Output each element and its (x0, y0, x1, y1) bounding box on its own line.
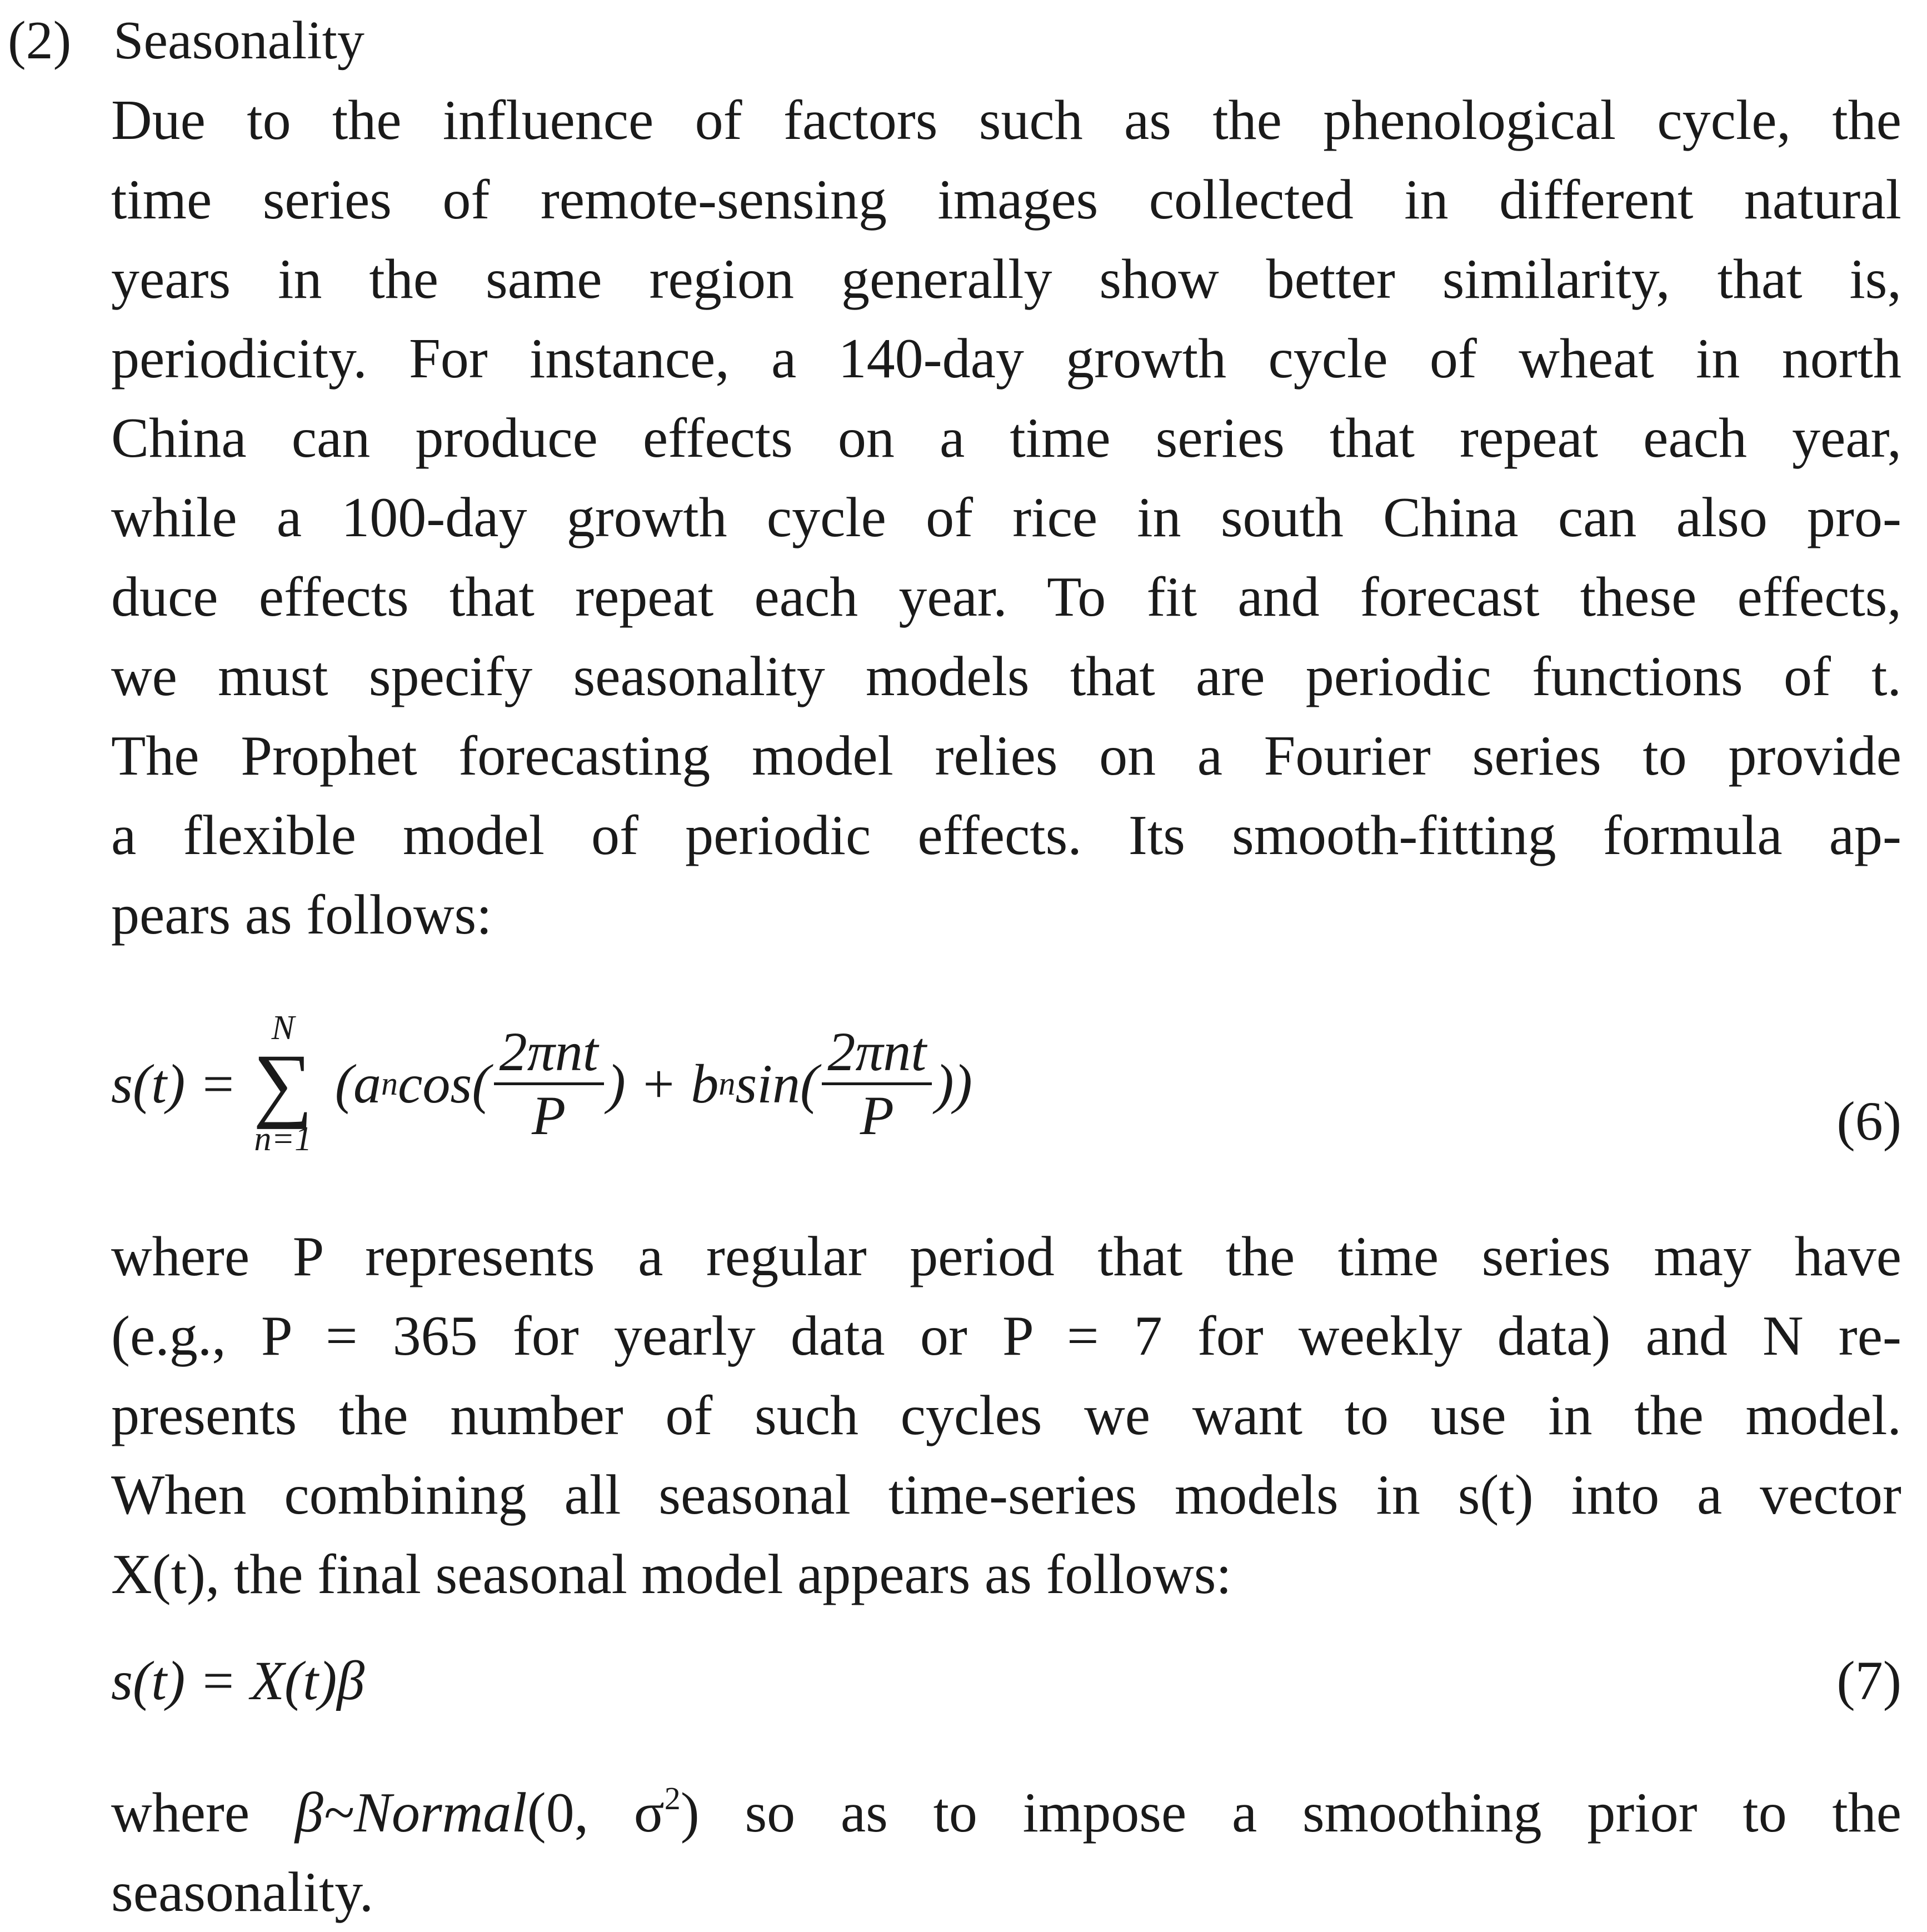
paragraph-prior (111, 1759, 1901, 1932)
text-line: duce effects that repeat each year. To fit and forecast these effects, (111, 566, 1901, 628)
fraction-numerator: 2πnt (822, 1021, 932, 1085)
text-line: we must specify seasonality models that are periodic functions of t. (111, 645, 1901, 708)
paragraph-period-explanation (111, 1217, 1901, 1614)
text-line: When combining all seasonal time-series models in s(t) into a vector (111, 1464, 1901, 1526)
eq7-expression: s(t) = X(t)β (111, 1650, 365, 1711)
text-line: where P represents a regular period that the time series may have (111, 1225, 1901, 1288)
paragraph-seasonality-intro (111, 81, 1901, 955)
text-line: The Prophet forecasting model relies on a Fourier series to provide (111, 725, 1901, 787)
text-line: years in the same region generally show better similarity, that is, (111, 248, 1901, 311)
eq6-open: (a (335, 1052, 382, 1115)
text-line: while a 100-day growth cycle of rice in south China can also pro- (111, 486, 1901, 549)
equation-7 (111, 1645, 1901, 1717)
eq6-mid: ) + b (607, 1052, 719, 1115)
fraction-sin (822, 1021, 932, 1146)
section-title: Seasonality (113, 11, 365, 71)
sigma-symbol: ∑ (253, 1037, 313, 1130)
text-fragment: where (111, 1781, 250, 1844)
summation (253, 1009, 313, 1159)
fraction-numerator: 2πnt (494, 1021, 604, 1085)
text-line: pears as follows: (111, 883, 492, 946)
text-line: periodicity. For instance, a 140-day growth cycle of wheat in north (111, 327, 1901, 390)
text-line: X(t), the final seasonal model appears as follows: (111, 1543, 1232, 1606)
normal-args-close: ) (680, 1781, 700, 1844)
text-line: Due to the influence of factors such as the phenological cycle, the (111, 89, 1901, 152)
text-line: a flexible model of periodic effects. Its smooth-fitting formula ap- (111, 804, 1901, 867)
sum-upper-limit: N (271, 1009, 294, 1047)
eq6-close: )) (935, 1052, 972, 1115)
text-line (111, 1759, 1901, 1853)
a-subscript: n (381, 1065, 398, 1102)
equation-number: (7) (1836, 1650, 1901, 1711)
fraction-denominator: P (860, 1084, 894, 1146)
text-fragment: so as to impose a smoothing prior to the (745, 1781, 1902, 1844)
section-number: (2) (8, 11, 72, 71)
eq6-cos: cos( (398, 1052, 491, 1115)
text-line: (e.g., P = 365 for yearly data or P = 7 for weekly data) and N re- (111, 1305, 1901, 1367)
equation-6 (111, 984, 1901, 1184)
beta-normal: β~Normal (294, 1781, 527, 1844)
eq6-sin: sin( (735, 1052, 819, 1115)
equation-number: (6) (1836, 1090, 1901, 1152)
text-line: China can produce effects on a time series that repeat each year, (111, 407, 1901, 470)
b-subscript: n (718, 1065, 736, 1102)
text-line: presents the number of such cycles we want to use in the model. (111, 1384, 1901, 1447)
fraction-denominator: P (532, 1084, 566, 1146)
section-heading (8, 4, 365, 77)
text-line: seasonality. (111, 1861, 374, 1924)
fraction-cos (494, 1021, 604, 1146)
sigma-exponent: 2 (664, 1780, 681, 1816)
eq6-lhs: s(t) = (111, 1052, 237, 1115)
normal-args: (0, σ (527, 1781, 665, 1844)
sum-lower-limit: n=1 (254, 1120, 312, 1158)
text-line: time series of remote-sensing images collected in different natural (111, 168, 1901, 231)
